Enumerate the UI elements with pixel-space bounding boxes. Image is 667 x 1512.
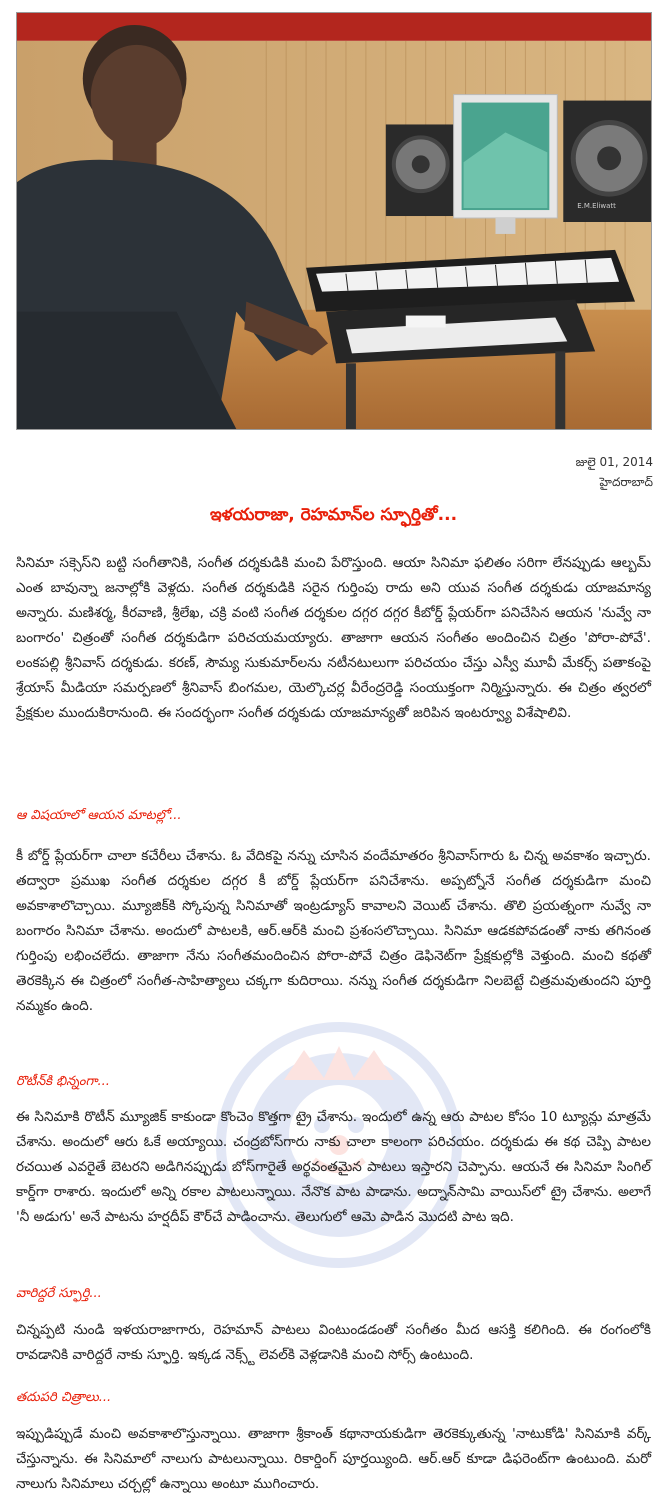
- section-body-1: కీ బోర్డ్ ప్లేయర్‌గా చాలా కచేరీలు చేశాను. ఓ వేదికపై నన్ను చూసిన వందేమాతరం శ్రీనివాస్‌గారు ఓ చిన్న అవకాశం ఇచ్చారు. తద్వారా ప్రముఖ సంగీత దర్శకుల దగ్గర కీ బోర్డ్ ప్లేయర్‌గా పనిచేశాను. అప్పట్నోనే సంగీత దర్శకుడిగా మంచి అవకాశాలొచ్చాయి. మ్యూజిక్‌కి స్కోపున్న సినిమాతో ఇంట్రడ్యూస్ కావాలని వెయిట్ చేశాను. తొలి ప్రయత్నంగా నువ్వే నా బంగారం సినిమా చేశాను. అందులో పాటలకి, ఆర్.ఆర్‌కి మంచి ప్రశంసలొచ్చాయి. సినిమా ఆడకపోవడంతో నాకు తగినంత గుర్తింపు లభించలేదు. తాజాగా నేను సంగీతమందించిన పోరా-పోవే చిత్రం డెఫినెట్‌గా ప్రేక్షకుల్లోకి వెళ్తుంది. మంచి కథతో తెరకెక్కిన ఈ చిత్రంలో సంగీత-సాహిత్యాలు చక్కగా కుదిరాయి. నన్ను సంగీత దర్శకుడిగా నిలబెట్టే చిత్రమవుతుందని పూర్తి నమ్మకం ఉంది.: [16, 848, 651, 1014]
- section-body-3: చిన్నప్పటి నుండి ఇళయరాజాగారు, రెహమాన్ పాటలు వింటుండడంతో సంగీతం మీద ఆసక్తి కలిగింది. ఈ రంగంలోకి రావడానికి వారిద్దరే నాకు స్ఫూర్తి. ఇక్కడ నెక్స్ట్ లెవల్‌కి వెళ్లడానికి మంచి సోర్స్ ఉంటుంది.: [16, 1322, 651, 1363]
- article-place: హైదరాబాద్: [599, 475, 653, 489]
- article-photo: [16, 12, 652, 430]
- section-heading-3: వారిద్దరే స్ఫూర్తి...: [16, 1286, 102, 1301]
- article-date: జులై 01, 2014: [575, 455, 653, 469]
- article-title: ఇళయరాజా, రెహమాన్‌ల స్ఫూర్తితో...: [209, 505, 458, 525]
- speaker-brand-label: E.M.Eliwatt: [577, 202, 616, 211]
- section-body-2: ఈ సినిమాకి రొటీన్ మ్యూజిక్ కాకుండా కొంచెం కొత్తగా ట్రై చేశాను. ఇందులో ఉన్న ఆరు పాటల కోసం 10 ట్యూన్లు మాత్రమే చేశాను. అందులో ఆరు ఓకే అయ్యాయి. చంద్రబోస్‌గారు నాకు చాలా కాలంగా పరిచయం. దర్శకుడు ఈ కథ చెప్పి పాటల రచయిత ఎవరైతే బెటరని అడిగినప్పుడు బోస్‌గారైతే అర్థవంతమైన పాటలు ఇస్తారని చెప్పాను. ఆయనే ఈ సినిమా సింగిల్ కార్డ్‌గా రాశారు. ఇందులో అన్ని రకాల పాటలున్నాయి. నేనొక పాట పాడాను. అద్నాన్‌సామి వాయిస్‌లో ట్రై చేశాను. అలాగే 'నీ అడుగు' అనే పాటను హర్షదీప్ కౌర్‌చే పాడించాను. తెలుగులో ఆమె పాడిన మొదటి పాట ఇది.: [16, 1109, 651, 1225]
- article-intro: సినిమా సక్సెస్‌ని బట్టి సంగీతానికి, సంగీత దర్శకుడికి మంచి పేరొస్తుంది. ఆయా సినిమా ఫలితం సరిగా లేనప్పుడు ఆల్బమ్ ఎంత బావున్నా జనాల్లోకి వెళ్లదు. సంగీత దర్శకుడికి సరైన గుర్తింపు రాదు అని యువ సంగీత దర్శకుడు యాజమాన్య అన్నారు. మణిశర్మ, కీరవాణి, శ్రీలేఖ, చక్రి వంటి సంగీత దర్శకుల దగ్గర దగ్గర కీబోర్డ్ ప్లేయర్‌గా పనిచేసిన ఆయన 'నువ్వే నా బంగారం' చిత్రంతో సంగీత దర్శకుడిగా పరిచయమయ్యారు. తాజాగా ఆయన సంగీతం అందించిన చిత్రం 'పోరా-పోవే'. లంకపల్లి శ్రీనివాస్ దర్శకుడు. కరణ్, సౌమ్య సుకుమార్‌లను నటీనటులుగా పరిచయం చేస్తు ఎస్వీ మూవీ మేకర్స్ పతాకంపై శ్రేయాస్ మీడియా సమర్పణలో శ్రీనివాస్ బింగమల, యెల్కొచర్ల వీరేంద్రరెడ్డి సంయుక్తంగా నిర్మిస్తున్నారు. ఈ చిత్రం త్వరలో ప్రేక్షకుల ముందుకిరానుంది. ఈ సందర్భంగా సంగీత దర్శకుడు యాజమాన్యతో జరిపిన ఇంటర్వ్యూ విశేషాలివి.: [16, 555, 651, 721]
- studio-photo-illustration: [17, 13, 651, 429]
- section-heading-4: తదుపరి చిత్రాలు...: [16, 1390, 112, 1405]
- section-body-4: ఇప్పుడిప్పుడే మంచి అవకాశాలొస్తున్నాయి. తాజాగా శ్రీకాంత్ కథానాయకుడిగా తెరకెక్కుతున్న 'నాటుకోడి' సినిమాకి వర్క్ చేస్తున్నాను. ఈ సినిమాలో నాలుగు పాటలున్నాయి. రికార్డింగ్ పూర్తయ్యింది. ఆర్.ఆర్ కూడా డిఫరెంట్‌గా ఉంటుంది. మరో నాలుగు సినిమాలు చర్చల్లో ఉన్నాయి అంటూ ముగించారు.: [16, 1426, 651, 1492]
- section-heading-2: రొటీన్‌కి భిన్నంగా...: [16, 1074, 110, 1089]
- dateline: [576, 452, 653, 492]
- section-heading-1: ఆ విషయాలో ఆయన మాటల్లో...: [16, 808, 182, 823]
